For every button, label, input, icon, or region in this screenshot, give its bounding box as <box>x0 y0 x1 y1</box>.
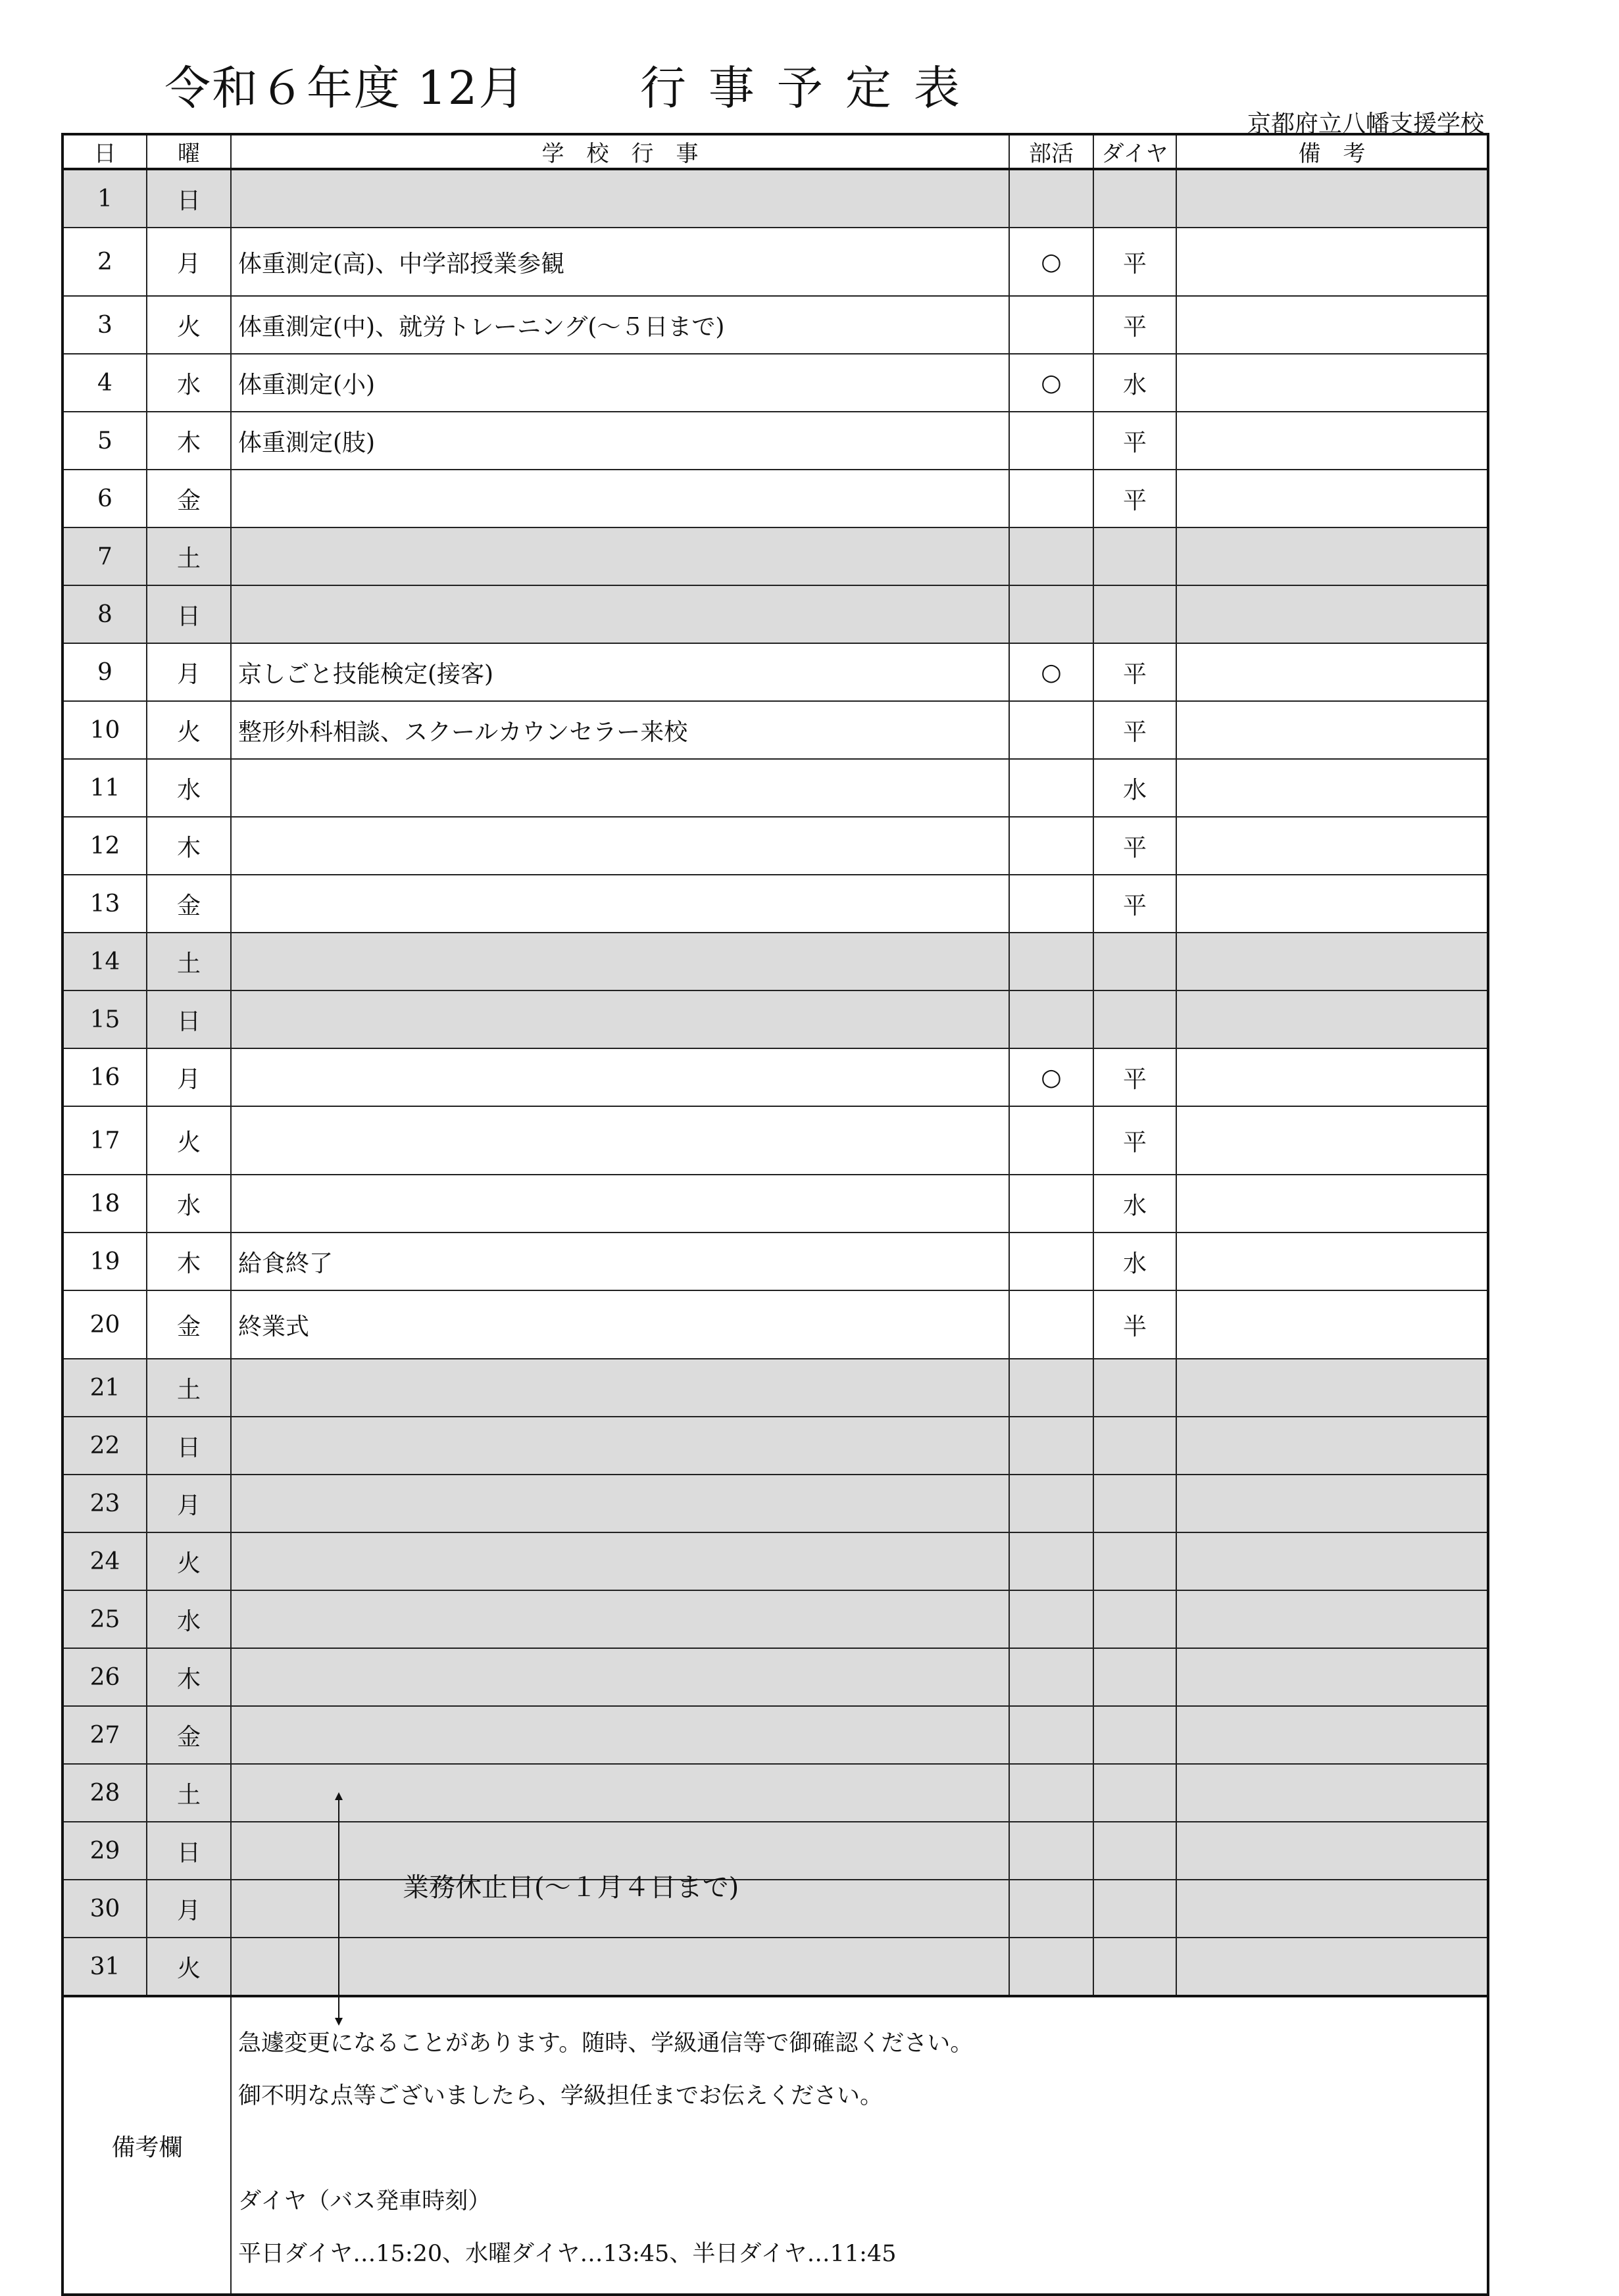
event-cell <box>231 759 1009 817</box>
weekday-cell: 水 <box>147 354 231 412</box>
table-row <box>62 1764 1488 1822</box>
club-cell <box>1009 1822 1093 1880</box>
weekday-cell: 土 <box>147 1764 231 1822</box>
day-cell: 23 <box>62 1475 147 1532</box>
dia-cell: 水 <box>1093 354 1176 412</box>
event-cell <box>231 1648 1009 1706</box>
club-cell <box>1009 1880 1093 1938</box>
table-row <box>62 1359 1488 1417</box>
note-cell <box>1176 1290 1488 1359</box>
weekday-cell: 月 <box>147 643 231 701</box>
dia-cell <box>1093 1417 1176 1475</box>
dia-cell: 平 <box>1093 470 1176 527</box>
note-cell <box>1176 296 1488 354</box>
table-row <box>62 875 1488 933</box>
club-cell <box>1009 1938 1093 1996</box>
event-cell: 終業式 <box>231 1290 1009 1359</box>
weekday-cell: 月 <box>147 228 231 296</box>
dia-cell: 半 <box>1093 1290 1176 1359</box>
table-row <box>62 643 1488 701</box>
club-cell <box>1009 1417 1093 1475</box>
event-cell <box>231 990 1009 1048</box>
club-cell <box>1009 1233 1093 1290</box>
club-cell <box>1009 585 1093 643</box>
weekday-cell: 木 <box>147 412 231 470</box>
note-cell <box>1176 1532 1488 1590</box>
event-cell: 体重測定(肢) <box>231 412 1009 470</box>
table-row <box>62 412 1488 470</box>
weekday-cell: 金 <box>147 1290 231 1359</box>
dia-cell <box>1093 169 1176 228</box>
event-cell <box>231 1359 1009 1417</box>
note-cell <box>1176 701 1488 759</box>
note-cell <box>1176 228 1488 296</box>
notes-label: 備考欄 <box>62 1996 231 2295</box>
day-cell: 13 <box>62 875 147 933</box>
day-cell: 18 <box>62 1175 147 1233</box>
note-cell <box>1176 759 1488 817</box>
dia-cell: 水 <box>1093 1175 1176 1233</box>
day-cell: 29 <box>62 1822 147 1880</box>
table-row <box>62 1290 1488 1359</box>
dia-cell: 水 <box>1093 759 1176 817</box>
table-row <box>62 1938 1488 1996</box>
club-cell: ○ <box>1009 228 1093 296</box>
table-row <box>62 1048 1488 1106</box>
note-cell <box>1176 1938 1488 1996</box>
dia-cell <box>1093 1764 1176 1822</box>
note-cell <box>1176 470 1488 527</box>
day-cell: 3 <box>62 296 147 354</box>
dia-cell <box>1093 1938 1176 1996</box>
event-cell <box>231 527 1009 585</box>
event-cell <box>231 1590 1009 1648</box>
club-cell: ○ <box>1009 354 1093 412</box>
weekday-cell: 火 <box>147 701 231 759</box>
header-row <box>62 134 1488 169</box>
club-cell <box>1009 1706 1093 1764</box>
club-cell <box>1009 817 1093 875</box>
note-cell <box>1176 1175 1488 1233</box>
event-cell <box>231 1475 1009 1532</box>
club-cell: ○ <box>1009 1048 1093 1106</box>
table-row <box>62 1475 1488 1532</box>
table-row <box>62 1822 1488 1880</box>
note-cell <box>1176 169 1488 228</box>
weekday-cell: 土 <box>147 1359 231 1417</box>
club-cell <box>1009 933 1093 990</box>
note-cell <box>1176 1590 1488 1648</box>
event-cell: 整形外科相談、スクールカウンセラー来校 <box>231 701 1009 759</box>
club-cell <box>1009 412 1093 470</box>
col-header-club: 部活 <box>1009 134 1093 169</box>
dia-cell: 平 <box>1093 875 1176 933</box>
day-cell: 4 <box>62 354 147 412</box>
table-row <box>62 169 1488 228</box>
weekday-cell: 火 <box>147 1938 231 1996</box>
dia-cell <box>1093 990 1176 1048</box>
weekday-cell: 木 <box>147 1233 231 1290</box>
club-cell <box>1009 875 1093 933</box>
table-row <box>62 990 1488 1048</box>
weekday-cell: 木 <box>147 1648 231 1706</box>
event-cell <box>231 933 1009 990</box>
day-cell: 5 <box>62 412 147 470</box>
day-cell: 21 <box>62 1359 147 1417</box>
notes-body <box>231 1996 1488 2295</box>
weekday-cell: 水 <box>147 1175 231 1233</box>
weekday-cell: 日 <box>147 585 231 643</box>
dia-cell: 平 <box>1093 817 1176 875</box>
event-cell <box>231 1048 1009 1106</box>
page-title <box>164 51 982 118</box>
col-header-dow: 曜 <box>147 134 231 169</box>
weekday-cell: 月 <box>147 1475 231 1532</box>
col-header-day: 日 <box>62 134 147 169</box>
club-cell <box>1009 527 1093 585</box>
day-cell: 6 <box>62 470 147 527</box>
dia-cell <box>1093 1648 1176 1706</box>
weekday-cell: 金 <box>147 1706 231 1764</box>
day-cell: 2 <box>62 228 147 296</box>
day-cell: 25 <box>62 1590 147 1648</box>
dia-cell <box>1093 1822 1176 1880</box>
event-cell <box>231 585 1009 643</box>
club-cell <box>1009 296 1093 354</box>
weekday-cell: 木 <box>147 817 231 875</box>
day-cell: 10 <box>62 701 147 759</box>
club-cell <box>1009 1764 1093 1822</box>
event-cell: 体重測定(高)、中学部授業参観 <box>231 228 1009 296</box>
table-row <box>62 1417 1488 1475</box>
club-cell <box>1009 169 1093 228</box>
club-cell <box>1009 990 1093 1048</box>
event-cell <box>231 1938 1009 1996</box>
dia-cell <box>1093 1359 1176 1417</box>
notes-line: 急遽変更になることがあります。随時、学級通信等で御確認ください。 <box>238 2030 974 2057</box>
weekday-cell: 月 <box>147 1048 231 1106</box>
note-cell <box>1176 1764 1488 1822</box>
weekday-cell: 火 <box>147 1532 231 1590</box>
era-year: 令和６年度 <box>164 61 401 115</box>
dia-cell: 平 <box>1093 1106 1176 1175</box>
note-cell <box>1176 1417 1488 1475</box>
dia-cell: 平 <box>1093 296 1176 354</box>
note-cell <box>1176 1359 1488 1417</box>
table-row <box>62 1532 1488 1590</box>
weekday-cell: 月 <box>147 1880 231 1938</box>
event-cell <box>231 817 1009 875</box>
table-row <box>62 1106 1488 1175</box>
club-cell <box>1009 1359 1093 1417</box>
note-cell <box>1176 527 1488 585</box>
note-cell <box>1176 354 1488 412</box>
day-cell: 27 <box>62 1706 147 1764</box>
weekday-cell: 水 <box>147 759 231 817</box>
schedule-title: 行事予定表 <box>639 61 982 115</box>
table-row <box>62 296 1488 354</box>
note-cell <box>1176 1706 1488 1764</box>
club-cell <box>1009 1290 1093 1359</box>
club-cell: ○ <box>1009 643 1093 701</box>
month: 12月 <box>417 61 526 115</box>
note-cell <box>1176 1233 1488 1290</box>
weekday-cell: 金 <box>147 470 231 527</box>
day-cell: 11 <box>62 759 147 817</box>
note-cell <box>1176 933 1488 990</box>
dia-cell <box>1093 1880 1176 1938</box>
weekday-cell: 日 <box>147 1417 231 1475</box>
event-cell: 京しごと技能検定(接客) <box>231 643 1009 701</box>
club-cell <box>1009 1648 1093 1706</box>
dia-cell: 平 <box>1093 228 1176 296</box>
day-cell: 7 <box>62 527 147 585</box>
col-header-note: 備 考 <box>1176 134 1488 169</box>
table-row <box>62 817 1488 875</box>
event-cell <box>231 1532 1009 1590</box>
note-cell <box>1176 585 1488 643</box>
event-cell: 給食終了 <box>231 1233 1009 1290</box>
dia-cell <box>1093 1475 1176 1532</box>
weekday-cell: 火 <box>147 296 231 354</box>
table-row <box>62 1880 1488 1938</box>
weekday-cell: 日 <box>147 1822 231 1880</box>
day-cell: 8 <box>62 585 147 643</box>
event-cell <box>231 1175 1009 1233</box>
day-cell: 15 <box>62 990 147 1048</box>
day-cell: 1 <box>62 169 147 228</box>
note-cell <box>1176 1475 1488 1532</box>
weekday-cell: 土 <box>147 933 231 990</box>
dia-cell: 水 <box>1093 1233 1176 1290</box>
dia-cell <box>1093 933 1176 990</box>
day-cell: 31 <box>62 1938 147 1996</box>
event-cell <box>231 1706 1009 1764</box>
event-cell: 体重測定(小) <box>231 354 1009 412</box>
dia-cell <box>1093 585 1176 643</box>
club-cell <box>1009 1175 1093 1233</box>
table-row <box>62 354 1488 412</box>
col-header-event: 学 校 行 事 <box>231 134 1009 169</box>
note-cell <box>1176 875 1488 933</box>
weekday-cell: 土 <box>147 527 231 585</box>
table-row <box>62 759 1488 817</box>
dia-cell <box>1093 527 1176 585</box>
day-cell: 9 <box>62 643 147 701</box>
event-cell <box>231 169 1009 228</box>
day-cell: 24 <box>62 1532 147 1590</box>
dia-cell: 平 <box>1093 412 1176 470</box>
table-row <box>62 228 1488 296</box>
weekday-cell: 火 <box>147 1106 231 1175</box>
school-name: 京都府立八幡支援学校 <box>1247 110 1484 137</box>
note-cell <box>1176 1106 1488 1175</box>
event-cell <box>231 470 1009 527</box>
notes-line: 平日ダイヤ…15:20、水曜ダイヤ…13:45、半日ダイヤ…11:45 <box>238 2241 897 2267</box>
note-cell <box>1176 817 1488 875</box>
table-row <box>62 1706 1488 1764</box>
club-cell <box>1009 759 1093 817</box>
club-cell <box>1009 701 1093 759</box>
table-row <box>62 933 1488 990</box>
notes-row <box>62 1996 1488 2295</box>
event-cell <box>231 875 1009 933</box>
holiday-range-arrow <box>332 1792 345 2026</box>
dia-cell <box>1093 1590 1176 1648</box>
table-row <box>62 470 1488 527</box>
day-cell: 26 <box>62 1648 147 1706</box>
weekday-cell: 日 <box>147 169 231 228</box>
table-row <box>62 527 1488 585</box>
event-cell: 体重測定(中)、就労トレーニング(～５日まで) <box>231 296 1009 354</box>
table-row <box>62 1648 1488 1706</box>
note-cell <box>1176 1648 1488 1706</box>
table-row <box>62 701 1488 759</box>
event-cell <box>231 1764 1009 1822</box>
schedule-table <box>61 133 1489 2296</box>
note-cell <box>1176 990 1488 1048</box>
note-cell <box>1176 412 1488 470</box>
holiday-note: 業務休止日(～１月４日まで) <box>403 1872 739 1903</box>
weekday-cell: 水 <box>147 1590 231 1648</box>
dia-cell: 平 <box>1093 643 1176 701</box>
weekday-cell: 日 <box>147 990 231 1048</box>
note-cell <box>1176 1880 1488 1938</box>
note-cell <box>1176 1822 1488 1880</box>
table-row <box>62 1233 1488 1290</box>
club-cell <box>1009 470 1093 527</box>
table-row <box>62 1175 1488 1233</box>
dia-cell <box>1093 1532 1176 1590</box>
table-row <box>62 585 1488 643</box>
event-cell <box>231 1106 1009 1175</box>
club-cell <box>1009 1532 1093 1590</box>
day-cell: 22 <box>62 1417 147 1475</box>
dia-cell <box>1093 1706 1176 1764</box>
notes-line: ダイヤ（バス発車時刻） <box>238 2188 491 2214</box>
table-row <box>62 1590 1488 1648</box>
day-cell: 14 <box>62 933 147 990</box>
club-cell <box>1009 1590 1093 1648</box>
day-cell: 30 <box>62 1880 147 1938</box>
day-cell: 17 <box>62 1106 147 1175</box>
club-cell <box>1009 1475 1093 1532</box>
club-cell <box>1009 1106 1093 1175</box>
note-cell <box>1176 1048 1488 1106</box>
note-cell <box>1176 643 1488 701</box>
day-cell: 16 <box>62 1048 147 1106</box>
day-cell: 20 <box>62 1290 147 1359</box>
weekday-cell: 金 <box>147 875 231 933</box>
notes-line: 御不明な点等ございましたら、学級担任までお伝えください。 <box>238 2083 884 2109</box>
dia-cell: 平 <box>1093 701 1176 759</box>
day-cell: 12 <box>62 817 147 875</box>
col-header-dia: ダイヤ <box>1093 134 1176 169</box>
day-cell: 19 <box>62 1233 147 1290</box>
event-cell <box>231 1417 1009 1475</box>
day-cell: 28 <box>62 1764 147 1822</box>
dia-cell: 平 <box>1093 1048 1176 1106</box>
